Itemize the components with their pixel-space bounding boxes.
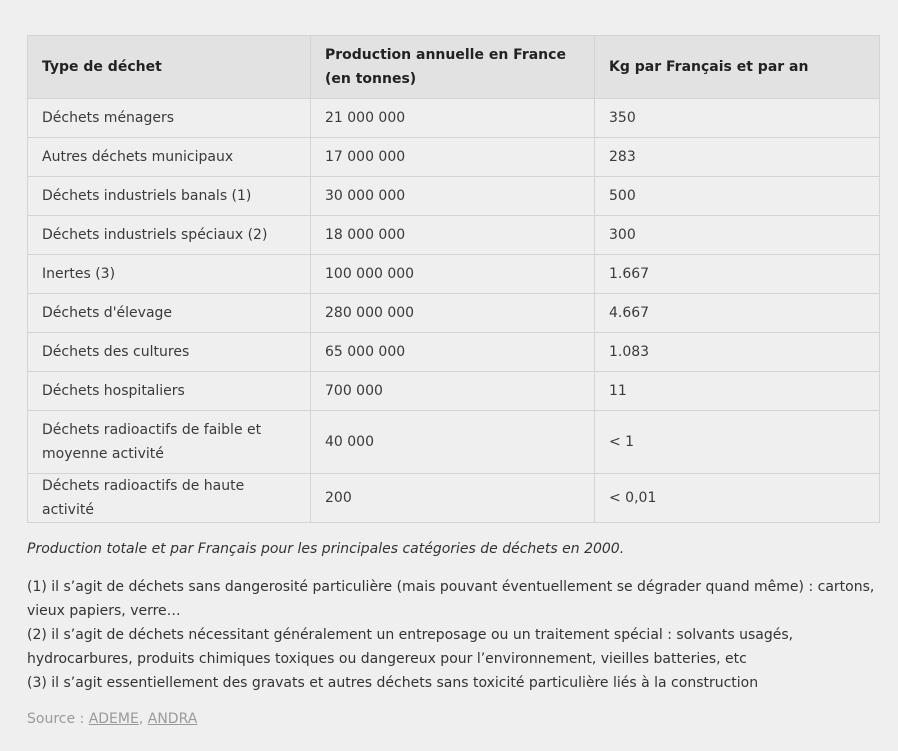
cell-kg: 1.667	[595, 255, 880, 294]
cell-kg: 1.083	[595, 333, 880, 372]
source-label: Source :	[27, 711, 89, 727]
header-type: Type de déchet	[28, 36, 311, 99]
cell-kg: < 0,01	[595, 474, 880, 523]
cell-type: Déchets radioactifs de haute activité	[28, 474, 311, 523]
cell-type: Déchets industriels spéciaux (2)	[28, 216, 311, 255]
source-line	[27, 707, 879, 731]
cell-production: 200	[311, 474, 595, 523]
cell-kg: 4.667	[595, 294, 880, 333]
content	[27, 35, 879, 731]
cell-production: 65 000 000	[311, 333, 595, 372]
table-row	[28, 255, 880, 294]
header-kg-per-person: Kg par Français et par an	[595, 36, 880, 99]
table-row	[28, 177, 880, 216]
table-row	[28, 216, 880, 255]
cell-type: Déchets des cultures	[28, 333, 311, 372]
source-separator: ,	[138, 711, 148, 727]
cell-type: Inertes (3)	[28, 255, 311, 294]
table-row	[28, 138, 880, 177]
table-body	[28, 99, 880, 523]
table-row	[28, 474, 880, 523]
cell-kg: 11	[595, 372, 880, 411]
cell-production: 280 000 000	[311, 294, 595, 333]
cell-kg: 300	[595, 216, 880, 255]
table-row	[28, 372, 880, 411]
cell-kg: 283	[595, 138, 880, 177]
table-row	[28, 333, 880, 372]
cell-production: 17 000 000	[311, 138, 595, 177]
cell-production: 18 000 000	[311, 216, 595, 255]
cell-kg: < 1	[595, 411, 880, 474]
cell-production: 700 000	[311, 372, 595, 411]
table-caption: Production totale et par Français pour les principales catégories de déchets en 2000.	[27, 541, 625, 557]
cell-production: 40 000	[311, 411, 595, 474]
header-row	[28, 36, 880, 99]
header-production: Production annuelle en France (en tonnes)	[311, 36, 595, 99]
cell-kg: 500	[595, 177, 880, 216]
cell-production: 100 000 000	[311, 255, 595, 294]
table-row	[28, 411, 880, 474]
table-header	[28, 36, 880, 99]
cell-type: Déchets ménagers	[28, 99, 311, 138]
footnote-2: (2) il s’agit de déchets nécessitant généralement un entreposage ou un traitement spécial : solvants usagés, hydrocarbures, produits chimiques toxiques ou dangereux pour l’environnement, vieilles batteries, etc	[27, 627, 794, 667]
cell-production: 21 000 000	[311, 99, 595, 138]
cell-type: Déchets industriels banals (1)	[28, 177, 311, 216]
source-link-ademe[interactable]: ADEME	[88, 711, 139, 727]
footnote-1: (1) il s’agit de déchets sans dangerosité particulière (mais pouvant éventuellement se dégrader quand même) : cartons, vieux papiers, verre…	[27, 579, 875, 619]
cell-type: Déchets radioactifs de faible et moyenne activité	[28, 411, 311, 474]
source-link-andra[interactable]: ANDRA	[147, 711, 198, 727]
table-row	[28, 294, 880, 333]
cell-type: Déchets d'élevage	[28, 294, 311, 333]
cell-type: Déchets hospitaliers	[28, 372, 311, 411]
table-row	[28, 99, 880, 138]
cell-type: Autres déchets municipaux	[28, 138, 311, 177]
footnotes	[27, 575, 879, 695]
waste-table	[27, 35, 880, 523]
footnote-3: (3) il s’agit essentiellement des gravats et autres déchets sans toxicité particulière liés à la construction	[27, 675, 759, 691]
cell-kg: 350	[595, 99, 880, 138]
cell-production: 30 000 000	[311, 177, 595, 216]
